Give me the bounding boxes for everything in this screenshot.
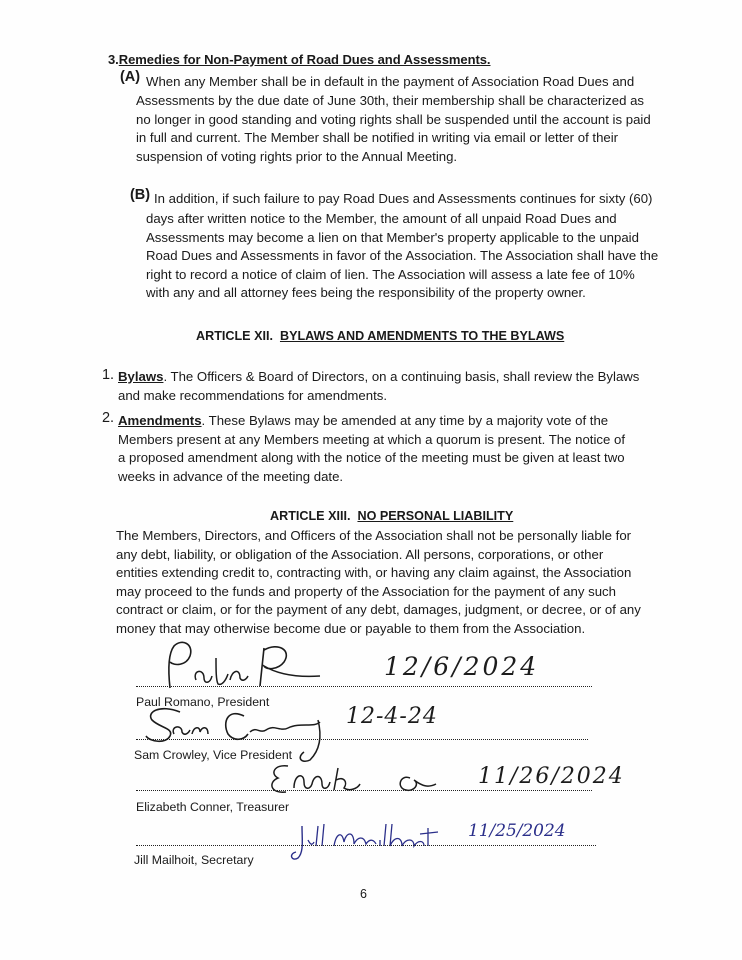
signature-line-2 [136, 739, 588, 740]
paragraph-a-line: no longer in good standing and voting rights shall be suspended until the account is paid [136, 111, 651, 127]
article-12-item-2-line: a proposed amendment along with the notice of the meeting must be given at least two [118, 450, 625, 466]
article-13-body [116, 527, 641, 639]
article-13-line: The Members, Directors, and Officers of the Association shall not be personally liable for [116, 528, 632, 543]
signer-name-2: Sam Crowley, Vice President [134, 748, 293, 762]
article-12-item-2-line: weeks in advance of the meeting date. [118, 468, 344, 484]
signer-name-4: Jill Mailhoit, Secretary [134, 853, 254, 867]
paragraph-a-label: (A) [120, 69, 140, 85]
signature-elizabeth-conner [264, 760, 464, 800]
article-13-heading [270, 509, 513, 523]
signature-line-3 [136, 790, 592, 791]
signer-name-3: Elizabeth Conner, Treasurer [136, 800, 290, 814]
article-12-heading [196, 329, 564, 343]
article-12-item-1-number: 1. [102, 367, 114, 383]
paragraph-a-body [136, 92, 651, 166]
paragraph-a-line: suspension of voting rights prior to the Annual Meeting. [136, 148, 458, 164]
paragraph-a [146, 73, 634, 92]
signature-date-3: 11/26/2024 [478, 764, 625, 789]
article-13-line: money that may otherwise become due or payable to them from the Association. [116, 620, 586, 636]
signature-jill-mailhoit [290, 818, 460, 864]
signature-line-4 [136, 845, 596, 846]
article-12-item-2 [118, 412, 625, 486]
amendments-term: Amendments [118, 413, 202, 428]
paragraph-b-body [146, 210, 658, 303]
article-13-title: NO PERSONAL LIABILITY [357, 509, 514, 523]
paragraph-b-label: (B) [130, 187, 150, 203]
paragraph-b-line: In addition, if such failure to pay Road Dues and Assessments continues for sixty (60) [154, 191, 653, 206]
paragraph-b-line: right to record a notice of claim of lien. The Association will assess a late fee of 10% [146, 266, 635, 282]
paragraph-b-line: days after written notice to the Member, the amount of all unpaid Road Dues and [146, 211, 617, 226]
paragraph-b-line: Road Dues and Assessments in favor of the Association. The Association shall have the [146, 248, 659, 264]
signature-date-2: 12-4-24 [346, 704, 438, 729]
article-12-item-1-text: . The Officers & Board of Directors, on a continuing basis, shall review the Bylaws [163, 369, 640, 384]
section-3-heading [108, 51, 491, 70]
article-12-item-2-text: . These Bylaws may be amended at any time by a majority vote of the [201, 413, 609, 428]
article-12-prefix: ARTICLE XII. [196, 329, 273, 343]
paragraph-b-line: with any and all attorney fees being the responsibility of the property owner. [146, 285, 586, 301]
article-13-line: may proceed to the funds and property of the Association for the payment of any such [116, 583, 616, 599]
paragraph-a-line: When any Member shall be in default in the payment of Association Road Dues and [146, 74, 635, 89]
signature-date-4: 11/25/2024 [468, 821, 566, 841]
signature-date-1: 12/6/2024 [384, 652, 540, 681]
article-13-line: any debt, liability, or obligation of the Association. All persons, corporations, or other [116, 546, 604, 562]
signature-line-1 [136, 686, 592, 687]
article-12-item-1 [118, 368, 639, 405]
paragraph-a-line: in full and current. The Member shall be notified in writing via email or letter of their [136, 130, 619, 146]
page-number: 6 [360, 887, 367, 901]
article-12-item-1-line: and make recommendations for amendments. [118, 387, 388, 403]
article-12-item-2-number: 2. [102, 410, 114, 426]
article-13-line: contract or claim, or for the payment of any debt, damages, judgment, or decree, or of any [116, 602, 641, 618]
signature-paul-romano [160, 640, 360, 696]
paragraph-b-line: Assessments may become a lien on that Member's property applicable to the unpaid [146, 229, 639, 245]
section-3-title: Remedies for Non-Payment of Road Dues and Assessments. [118, 52, 491, 67]
article-12-item-2-line: Members present at any Members meeting at which a quorum is present. The notice of [118, 431, 625, 447]
paragraph-a-line: Assessments by the due date of June 30th, their membership shall be characterized as [136, 93, 644, 108]
bylaws-term: Bylaws [118, 369, 164, 384]
article-12-title: BYLAWS AND AMENDMENTS TO THE BYLAWS [279, 329, 565, 343]
article-13-line: entities extending credit to, contracting with, or having any claim against, the Association [116, 565, 632, 581]
section-3-number: 3. [108, 52, 119, 67]
article-13-prefix: ARTICLE XIII. [270, 509, 351, 523]
signer-name-1: Paul Romano, President [136, 695, 270, 709]
paragraph-b [154, 190, 652, 209]
